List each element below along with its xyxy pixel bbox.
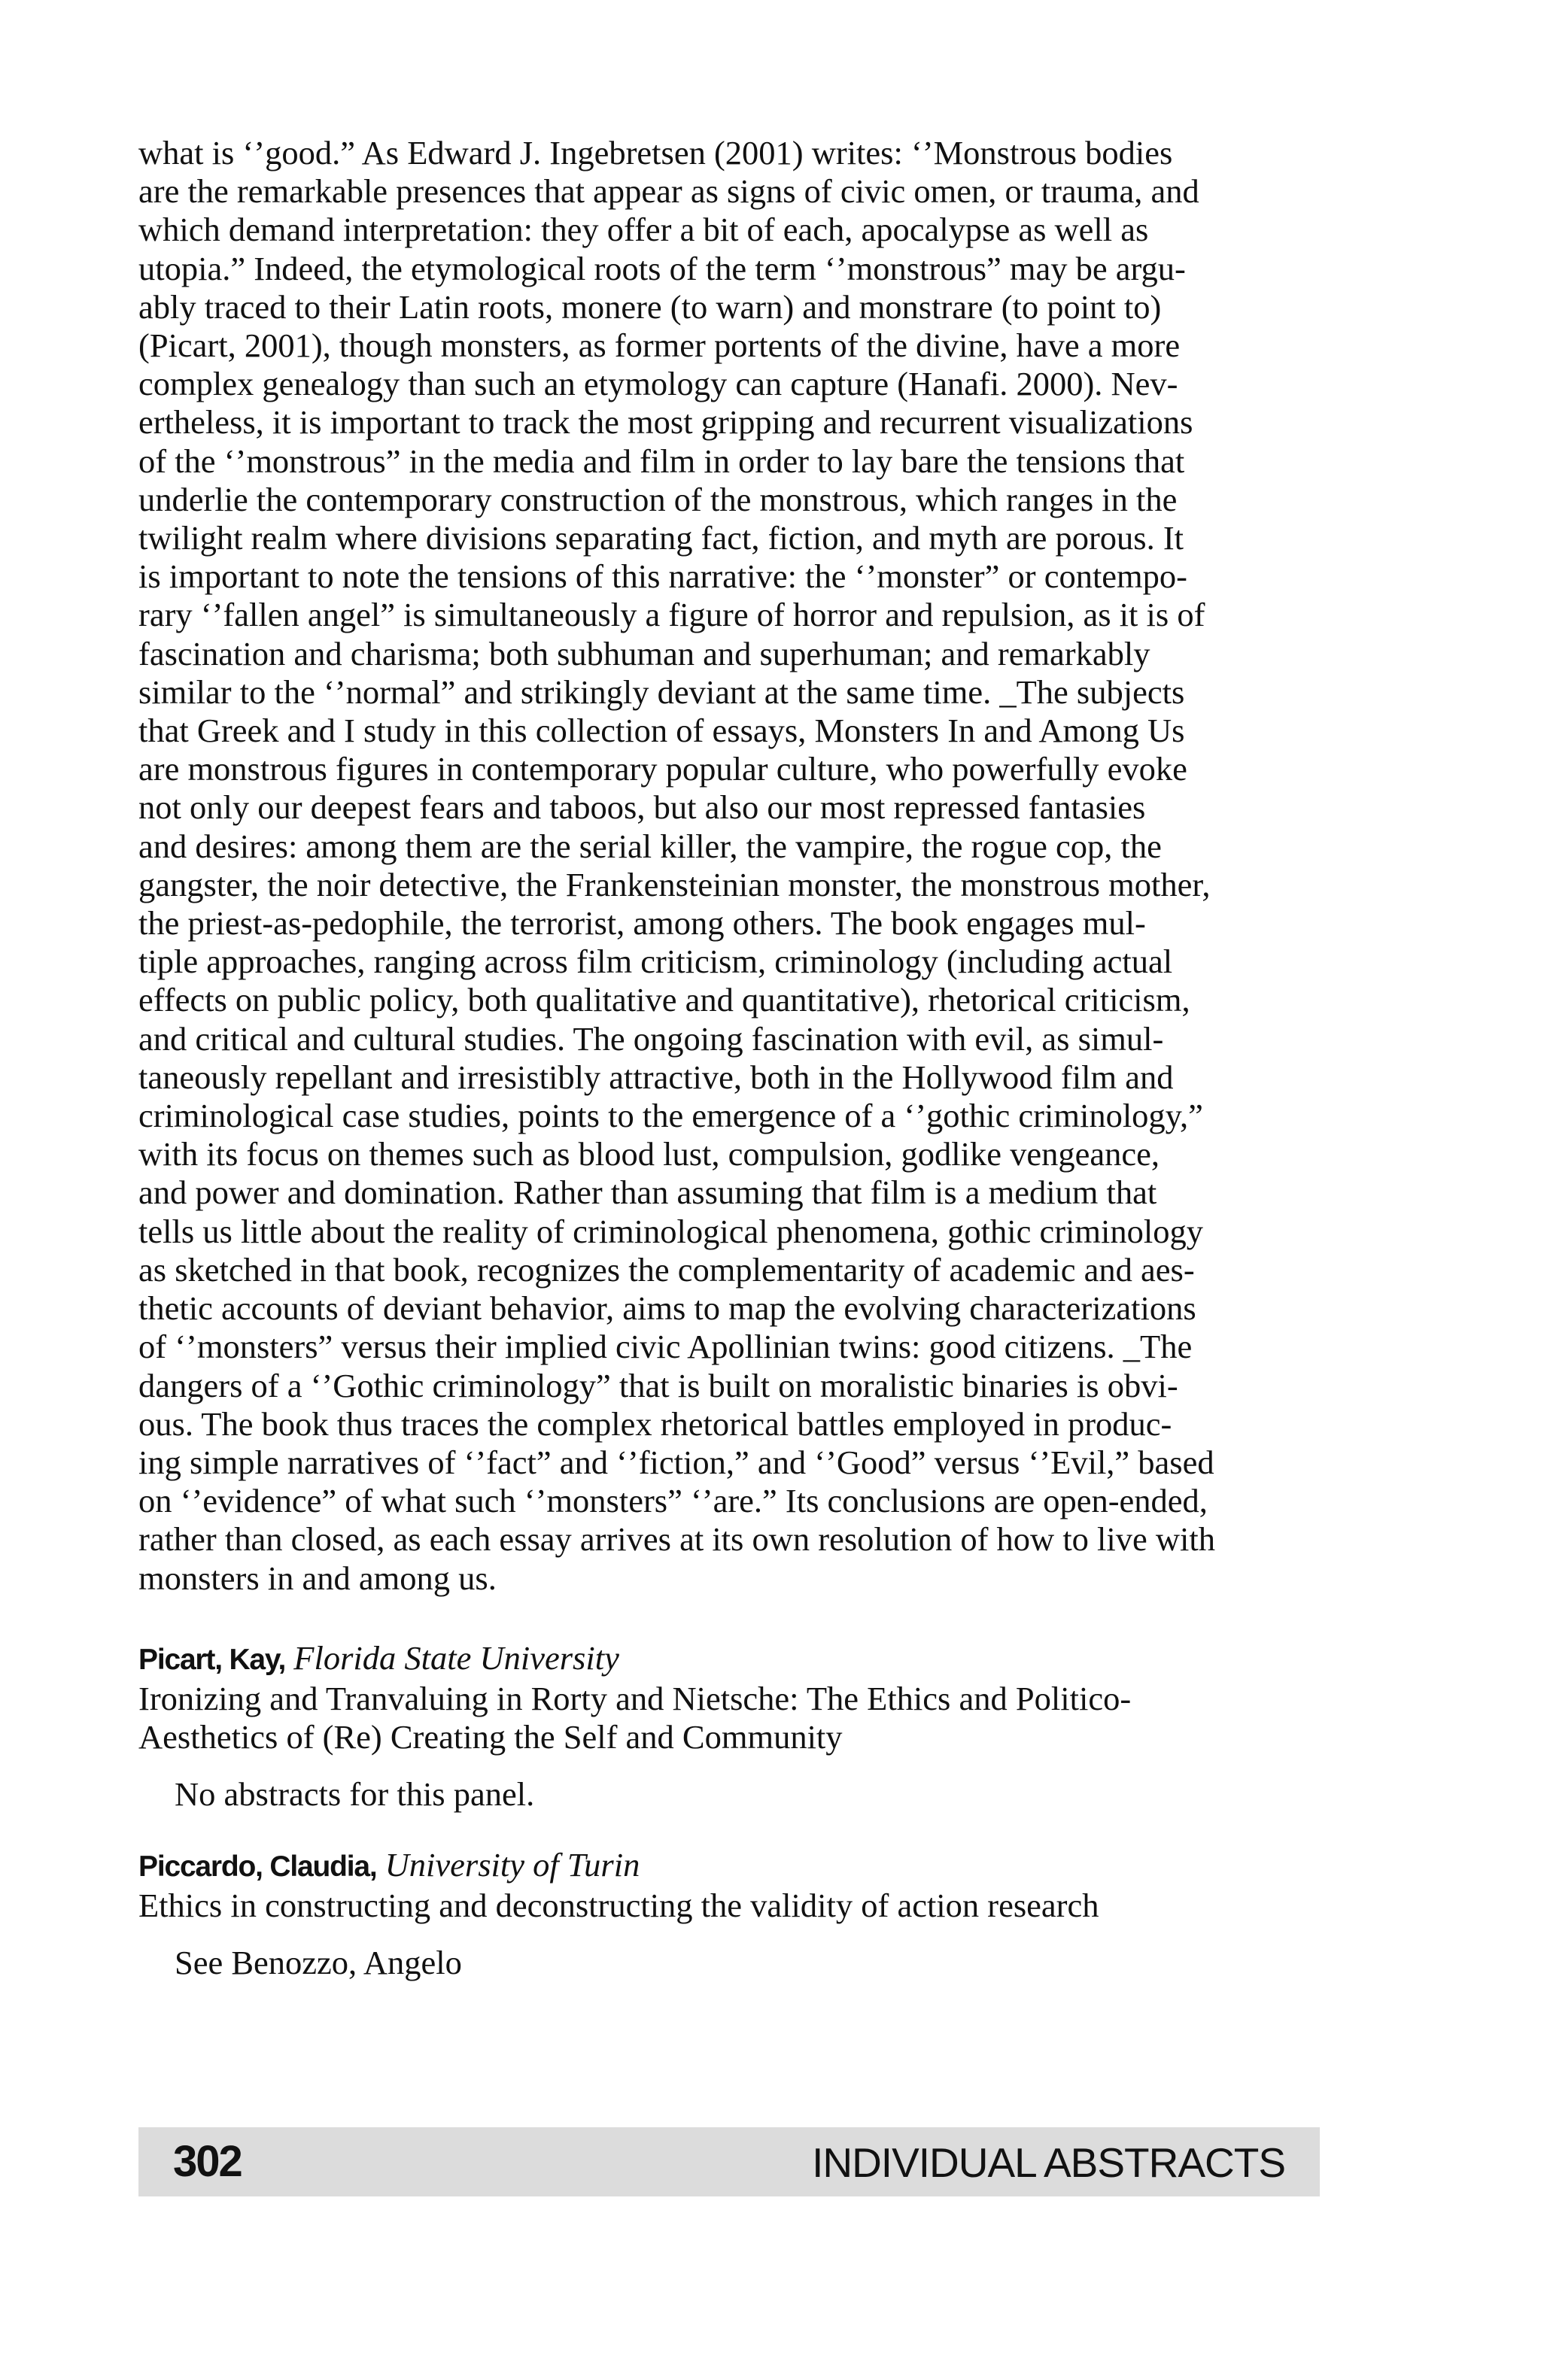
- body-line: (Picart, 2001), though monsters, as former portents of the divine, have a more: [138, 326, 1181, 365]
- author-affiliation: Florida State University: [293, 1638, 619, 1677]
- body-line: and desires: among them are the serial killer, the vampire, the rogue cop, the: [138, 827, 1162, 865]
- body-line: effects on public policy, both qualitative and quantitative), rhetorical criticism,: [138, 981, 1190, 1019]
- body-line: tiple approaches, ranging across film criticism, criminology (including actual: [138, 943, 1173, 981]
- abstract-note: See Benozzo, Angelo: [175, 1943, 462, 1981]
- paper-title-line: Ironizing and Tranvaluing in Rorty and Nietsche: The Ethics and Politico-: [138, 1679, 1132, 1717]
- body-line: as sketched in that book, recognizes the complementarity of academic and aes-: [138, 1250, 1195, 1289]
- page-number: 302: [173, 2137, 242, 2186]
- body-line: utopia.” Indeed, the etymological roots of the term ‘’monstrous” may be argu-: [138, 249, 1186, 287]
- body-line: ous. The book thus traces the complex rhetorical battles employed in produc-: [138, 1404, 1172, 1443]
- abstract-note: No abstracts for this panel.: [175, 1774, 535, 1813]
- body-line: dangers of a ‘’Gothic criminology” that is built on moralistic binaries is obvi-: [138, 1366, 1178, 1404]
- body-line: are the remarkable presences that appear as signs of civic omen, or trauma, and: [138, 172, 1199, 211]
- running-section-title: INDIVIDUAL ABSTRACTS: [812, 2139, 1285, 2186]
- body-line: of ‘’monsters” versus their implied civic Apollinian twins: good citizens. _The: [138, 1328, 1193, 1366]
- paper-title: [138, 1887, 1320, 1925]
- paper-title: [138, 1680, 1320, 1756]
- body-line: monsters in and among us.: [138, 1559, 497, 1597]
- body-line: and critical and cultural studies. The ongoing fascination with evil, as simul-: [138, 1019, 1164, 1058]
- body-line: twilight realm where divisions separating fact, fiction, and myth are porous. It: [138, 519, 1184, 557]
- entry-heading: [138, 1845, 1320, 1887]
- abstract-entry-piccardo: [138, 1845, 1320, 1982]
- abstract-body: [138, 134, 1320, 1598]
- body-line: similar to the ‘’normal” and strikingly deviant at the same time. _The subjects: [138, 672, 1185, 711]
- body-line: ably traced to their Latin roots, monere (to warn) and monstrare (to point to): [138, 287, 1162, 326]
- body-line: criminological case studies, points to the emergence of a ‘’gothic criminology,”: [138, 1097, 1203, 1135]
- body-line: gangster, the noir detective, the Frankensteinian monster, the monstrous mother,: [138, 865, 1211, 903]
- body-line: ing simple narratives of ‘’fact” and ‘’fiction,” and ‘’Good” versus ‘’Evil,” based: [138, 1443, 1214, 1481]
- paper-title-line: Ethics in constructing and deconstructing the validity of action research: [138, 1886, 1099, 1924]
- author-affiliation: University of Turin: [384, 1845, 640, 1884]
- body-line: that Greek and I study in this collection of essays, Monsters In and Among Us: [138, 712, 1185, 750]
- body-line: which demand interpretation: they offer a bit of each, apocalypse as well as: [138, 211, 1149, 249]
- entry-heading: [138, 1638, 1320, 1680]
- page-content: [138, 134, 1320, 1982]
- body-line: rather than closed, as each essay arrives at its own resolution of how to live with: [138, 1520, 1216, 1559]
- author-name: Picart, Kay,: [138, 1643, 286, 1676]
- body-line: thetic accounts of deviant behavior, aims to map the evolving characterizations: [138, 1289, 1196, 1328]
- abstract-entry-picart: [138, 1638, 1320, 1814]
- body-line: and power and domination. Rather than assuming that film is a medium that: [138, 1173, 1157, 1212]
- body-line: tells us little about the reality of criminological phenomena, gothic criminology: [138, 1212, 1204, 1250]
- body-line: what is ‘’good.” As Edward J. Ingebretsen (2001) writes: ‘’Monstrous bodies: [138, 134, 1173, 172]
- author-name: Piccardo, Claudia,: [138, 1850, 377, 1883]
- page-footer-bar: [138, 2127, 1320, 2196]
- body-line: ertheless, it is important to track the most gripping and recurrent visualizations: [138, 403, 1193, 442]
- paper-title-line: Aesthetics of (Re) Creating the Self and Community: [138, 1717, 843, 1756]
- body-line: are monstrous figures in contemporary popular culture, who powerfully evoke: [138, 750, 1187, 788]
- body-line: underlie the contemporary construction of the monstrous, which ranges in the: [138, 480, 1178, 518]
- body-line: the priest-as-pedophile, the terrorist, among others. The book engages mul-: [138, 904, 1146, 943]
- body-line: complex genealogy than such an etymology can capture (Hanafi. 2000). Nev-: [138, 365, 1178, 403]
- body-line: is important to note the tensions of this narrative: the ‘’monster” or contempo-: [138, 557, 1187, 596]
- body-line: with its focus on themes such as blood lust, compulsion, godlike vengeance,: [138, 1135, 1160, 1173]
- body-line: on ‘’evidence” of what such ‘’monsters” ‘’are.” Its conclusions are open-ended,: [138, 1482, 1208, 1520]
- body-line: rary ‘’fallen angel” is simultaneously a figure of horror and repulsion, as it is of: [138, 596, 1205, 634]
- body-line: fascination and charisma; both subhuman and superhuman; and remarkably: [138, 634, 1150, 672]
- body-line: of the ‘’monstrous” in the media and film in order to lay bare the tensions that: [138, 442, 1185, 480]
- body-line: taneously repellant and irresistibly attractive, both in the Hollywood film and: [138, 1058, 1174, 1096]
- body-line: not only our deepest fears and taboos, but also our most repressed fantasies: [138, 788, 1146, 827]
